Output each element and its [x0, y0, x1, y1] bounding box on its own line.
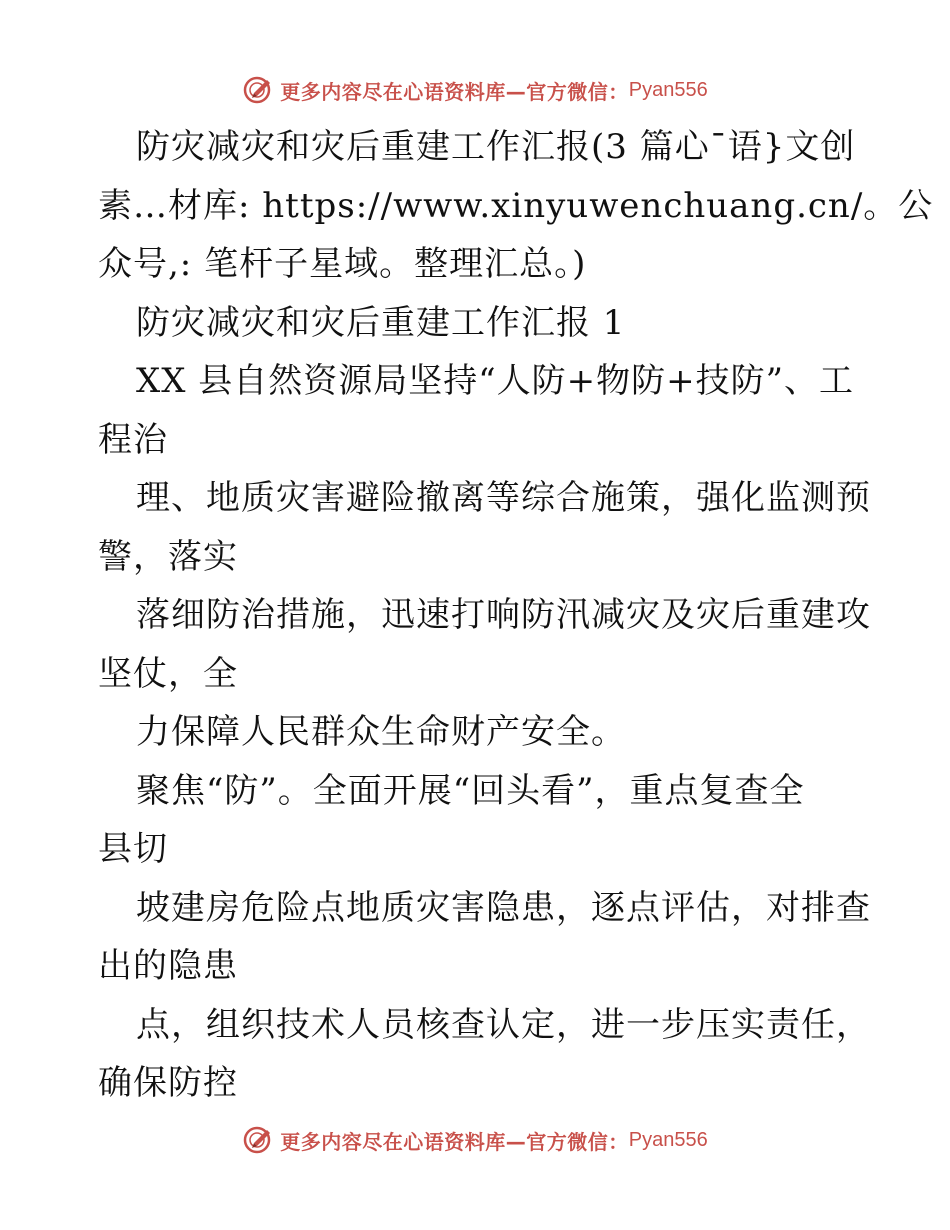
text-line-5: XX 县自然资源局坚持“人防+物防+技防”、工 [136, 361, 854, 401]
section-heading: 防灾减灾和灾后重建工作汇报 1 [136, 302, 626, 343]
footer-banner-wechat-id: Pyan556 [628, 1128, 708, 1151]
footer-banner [0, 1120, 950, 1160]
text-line-14: 坡建房危险点地质灾害隐患，逐点评估，对排查 [136, 887, 871, 928]
pen-circle-logo-icon [242, 73, 276, 107]
text-line-17: 确保防控 [98, 1063, 238, 1103]
document-body [98, 118, 934, 1113]
pen-circle-logo-icon [242, 1123, 276, 1157]
text-line-7: 理、地质灾害避险撤离等综合施策，强化监测预 [136, 478, 871, 518]
footer-banner-text: 更多内容尽在心语资料库—官方微信： [280, 1129, 629, 1154]
text-line-13: 县切 [98, 829, 168, 869]
text-line-15: 出的隐患 [98, 946, 238, 986]
text-line-3: 众号,: 笔杆子星域。整理汇总。) [98, 244, 587, 284]
text-line-11: 力保障人民群众生命财产安全。 [136, 712, 626, 752]
text-line-10: 坚仗，全 [98, 653, 238, 694]
text-line-6: 程治 [98, 419, 168, 460]
header-banner-text: 更多内容尽在心语资料库—官方微信： [280, 79, 629, 104]
header-banner [0, 70, 950, 110]
text-line-9: 落细防治措施，迅速打响防汛减灾及灾后重建攻 [136, 595, 871, 635]
text-line-1: 防灾减灾和灾后重建工作汇报(3 篇心¯语}文创 [136, 127, 856, 167]
text-line-8: 警，落实 [98, 536, 238, 577]
header-banner-wechat-id: Pyan556 [628, 78, 708, 101]
text-line-12: 聚焦“防”。全面开展“回头看”，重点复查全 [136, 770, 805, 811]
text-line-16: 点，组织技术人员核查认定，进一步压实责任， [136, 1004, 871, 1045]
text-line-2: 素…材库: https://www.xinyuwenchuang.cn/。公 [98, 185, 934, 226]
